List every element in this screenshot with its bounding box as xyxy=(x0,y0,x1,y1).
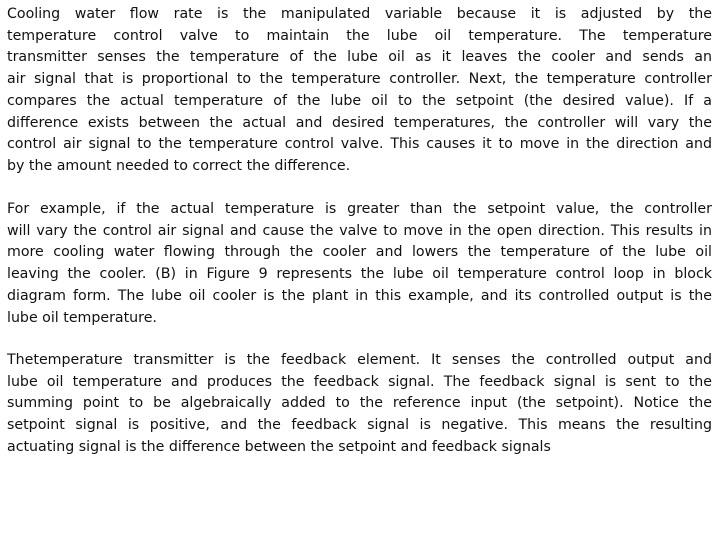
text-line: Cooling water flow rate is the manipulated variable because it is adjusted by the xyxy=(7,6,712,22)
text-line: leaving the cooler. (B) in Figure 9 represents the lube oil temperature control loop in block xyxy=(7,266,712,283)
text-line: will vary the control air signal and cause the valve to move in the open direction. This results in xyxy=(7,222,712,239)
text-line: transmitter senses the temperature of the lube oil as it leaves the cooler and sends an xyxy=(7,49,712,66)
text-line: Thetemperature transmitter is the feedback element. It senses the controlled output and xyxy=(7,352,712,368)
text-line: by the amount needed to correct the difference. xyxy=(7,157,351,174)
text-line: control air signal to the temperature control valve. This causes it to move in the direction and xyxy=(7,136,712,153)
paragraph-feedback-element xyxy=(7,350,712,459)
text-line: lube oil temperature. xyxy=(7,309,157,326)
text-line: diagram form. The lube oil cooler is the plant in this example, and its controlled output is the xyxy=(7,287,712,304)
text-line: more cooling water flowing through the cooler and lowers the temperature of the lube oil xyxy=(7,244,712,261)
text-line: setpoint signal is positive, and the feedback signal is negative. This means the resulting xyxy=(7,417,712,434)
text-line: lube oil temperature and produces the feedback signal. The feedback signal is sent to the xyxy=(7,373,712,390)
text-line: temperature control valve to maintain the lube oil temperature. The temperature xyxy=(7,27,712,44)
text-line: actuating signal is the difference between the setpoint and feedback signals xyxy=(7,438,551,455)
paragraph-example xyxy=(7,199,712,329)
text-line: compares the actual temperature of the lube oil to the setpoint (the desired value). If a xyxy=(7,92,712,109)
text-line: summing point to be algebraically added to the reference input (the setpoint). Notice the xyxy=(7,395,712,412)
text-line: air signal that is proportional to the temperature controller. Next, the temperature controller xyxy=(7,71,712,88)
paragraph-manipulated-variable xyxy=(7,4,712,178)
text-line: For example, if the actual temperature is greater than the setpoint value, the controller xyxy=(7,201,712,217)
text-line: difference exists between the actual and desired temperatures, the controller will vary the xyxy=(7,114,712,131)
